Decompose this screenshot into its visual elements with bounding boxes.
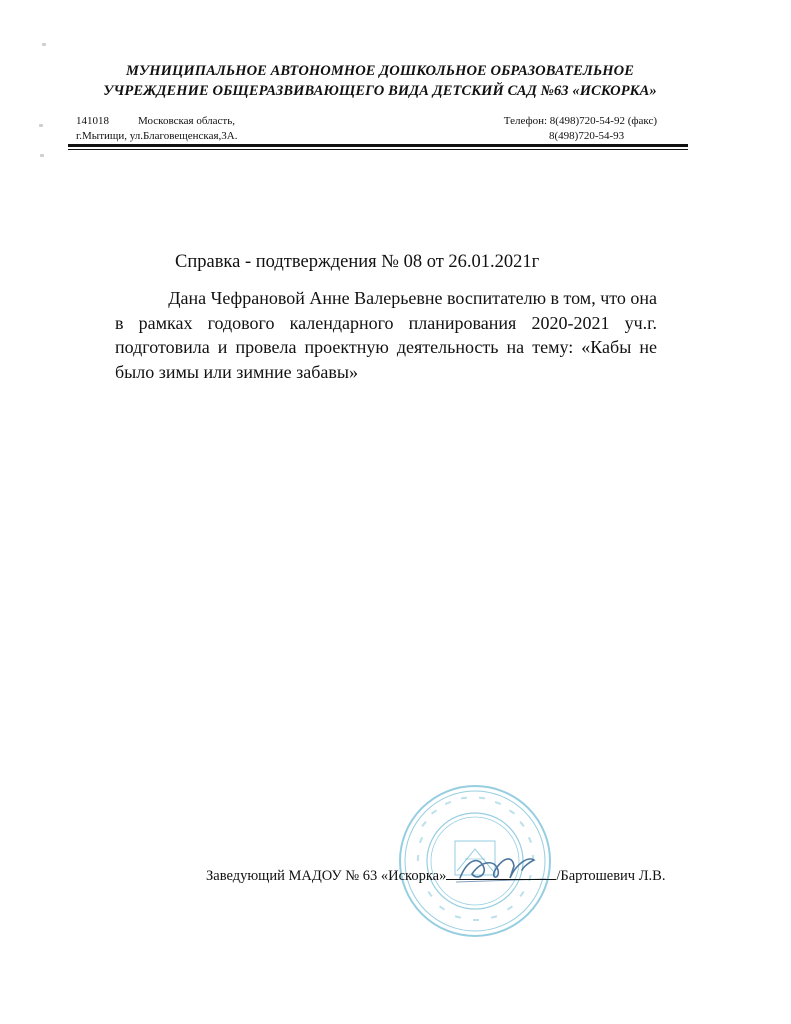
signatory-name: /Бартошевич Л.В. [556,868,666,884]
address-region: Московская область, [138,115,235,127]
signatory-position: Заведующий МАДОУ № 63 «Искорка» [206,868,447,884]
phone-second: 8(498)720-54-93 [549,130,625,142]
document-title: Справка - подтверждения № 08 от 26.01.2021г [175,252,540,272]
scan-speck [39,124,43,127]
postal-index: 141018 [76,115,109,127]
scan-speck [42,43,46,46]
document-body [115,286,657,384]
body-line-1: Дана Чефрановой Анне Валерьевне воспитателю в том, что она [168,288,657,308]
body-line-4: было зимы или зимние забавы» [115,361,358,382]
signature-block [206,865,665,885]
org-name-line-1: МУНИЦИПАЛЬНОЕ АВТОНОМНОЕ ДОШКОЛЬНОЕ ОБРАЗОВАТЕЛЬНОЕ [126,63,634,79]
body-line-3: подготовила и провела проектную деятельность на тему: «Кабы не [115,337,657,357]
phone-fax: Телефон: 8(498)720-54-92 (факс) [503,115,657,127]
header-divider-thin [68,149,688,150]
body-line-2: в рамках годового календарного планирования 2020-2021 уч.г. [115,312,657,333]
header-divider-thick [68,144,688,147]
address-street: г.Мытищи, ул.Благовещенская,3А. [76,130,238,142]
org-name-line-2: УЧРЕЖДЕНИЕ ОБЩЕРАЗВИВАЮЩЕГО ВИДА ДЕТСКИЙ САД №63 «ИСКОРКА» [103,83,657,99]
signature-blank-line [446,865,556,880]
scan-speck [40,154,44,157]
